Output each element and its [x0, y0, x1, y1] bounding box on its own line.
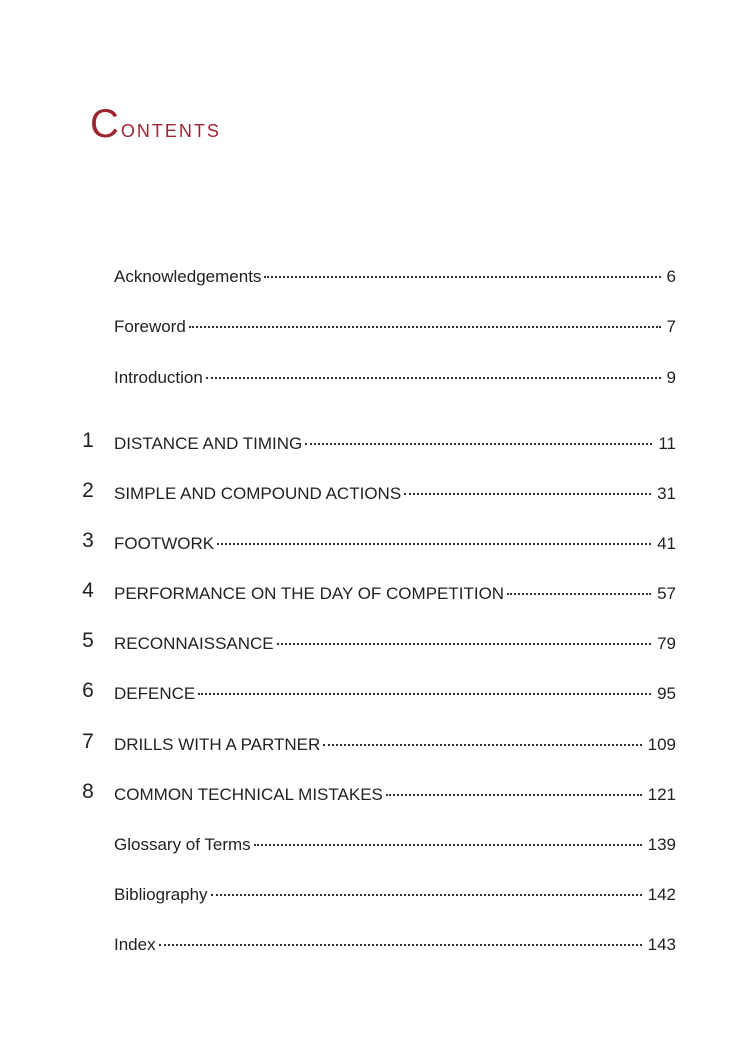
chapter-page: 95	[657, 684, 676, 703]
toc-line	[114, 532, 676, 556]
dot-leader	[189, 326, 661, 328]
dot-leader	[305, 443, 652, 445]
toc-entry-page: 142	[647, 885, 676, 904]
dot-leader	[507, 593, 651, 595]
toc-entry-introduction[interactable]	[0, 366, 744, 390]
toc-line	[114, 883, 676, 907]
toc-entry-label: Glossary of Terms	[114, 835, 251, 854]
dot-leader	[277, 643, 651, 645]
toc-entry-label: Introduction	[114, 368, 203, 387]
page-title-initial: C	[90, 102, 121, 146]
dot-leader	[386, 794, 642, 796]
toc-entry-bibliography[interactable]	[0, 883, 744, 907]
chapter-title: DEFENCE	[114, 684, 196, 703]
chapter-page: 41	[657, 534, 676, 553]
toc-entry-page: 6	[666, 267, 676, 286]
chapter-page: 79	[657, 634, 676, 653]
toc-chapter-7[interactable]	[0, 730, 744, 757]
chapter-number: 7	[82, 730, 94, 753]
chapter-number: 6	[82, 679, 94, 702]
chapter-number: 2	[82, 479, 94, 502]
toc-entry-page: 139	[647, 835, 676, 854]
dot-leader	[211, 894, 642, 896]
toc-chapter-3[interactable]	[0, 529, 744, 556]
chapter-title: PERFORMANCE ON THE DAY OF COMPETITION	[114, 584, 505, 603]
toc-line	[114, 733, 676, 757]
toc-entry-page: 9	[666, 368, 676, 387]
chapter-page: 109	[647, 735, 676, 754]
toc-entry-page: 7	[666, 317, 676, 336]
toc-entry-foreword[interactable]	[0, 315, 744, 339]
toc-line	[114, 366, 676, 390]
toc-line	[114, 933, 676, 957]
dot-leader	[217, 543, 651, 545]
toc-line	[114, 833, 676, 857]
toc-line	[114, 582, 676, 606]
chapter-number: 5	[82, 629, 94, 652]
toc-line	[114, 315, 676, 339]
toc-entry-glossary[interactable]	[0, 833, 744, 857]
toc-line	[114, 783, 676, 807]
chapter-number: 4	[82, 579, 94, 602]
toc-chapter-6[interactable]	[0, 679, 744, 706]
dot-leader	[159, 944, 642, 946]
chapter-page: 31	[657, 484, 676, 503]
toc-chapter-1[interactable]	[0, 429, 744, 456]
chapter-number: 8	[82, 780, 94, 803]
dot-leader	[264, 276, 660, 278]
chapter-page: 121	[647, 785, 676, 804]
toc-chapter-8[interactable]	[0, 780, 744, 807]
chapter-title: RECONNAISSANCE	[114, 634, 274, 653]
toc-chapter-4[interactable]	[0, 579, 744, 606]
chapter-page: 57	[657, 584, 676, 603]
toc-line	[114, 265, 676, 289]
toc-line	[114, 432, 676, 456]
chapter-title: COMMON TECHNICAL MISTAKES	[114, 785, 383, 804]
toc-line	[114, 632, 676, 656]
chapter-page: 11	[658, 434, 676, 453]
toc-entry-label: Acknowledgements	[114, 267, 262, 286]
dot-leader	[254, 844, 642, 846]
toc-entry-label: Bibliography	[114, 885, 208, 904]
toc-entry-index[interactable]	[0, 933, 744, 957]
toc-line	[114, 682, 676, 706]
toc-line	[114, 482, 676, 506]
page-title-rest: ontents	[120, 113, 221, 143]
chapter-number: 1	[82, 429, 94, 452]
toc-entry-label: Index	[114, 935, 156, 954]
dot-leader	[206, 377, 661, 379]
chapter-title: SIMPLE AND COMPOUND ACTIONS	[114, 484, 402, 503]
dot-leader	[198, 693, 651, 695]
dot-leader	[323, 744, 641, 746]
toc-entry-label: Foreword	[114, 317, 186, 336]
dot-leader	[404, 493, 651, 495]
toc-entry-page: 143	[647, 935, 676, 954]
chapter-title: FOOTWORK	[114, 534, 215, 553]
chapter-title: DISTANCE AND TIMING	[114, 434, 303, 453]
toc-chapter-5[interactable]	[0, 629, 744, 656]
toc-chapter-2[interactable]	[0, 479, 744, 506]
chapter-number: 3	[82, 529, 94, 552]
toc-entry-acknowledgements[interactable]	[0, 265, 744, 289]
chapter-title: DRILLS WITH A PARTNER	[114, 735, 321, 754]
